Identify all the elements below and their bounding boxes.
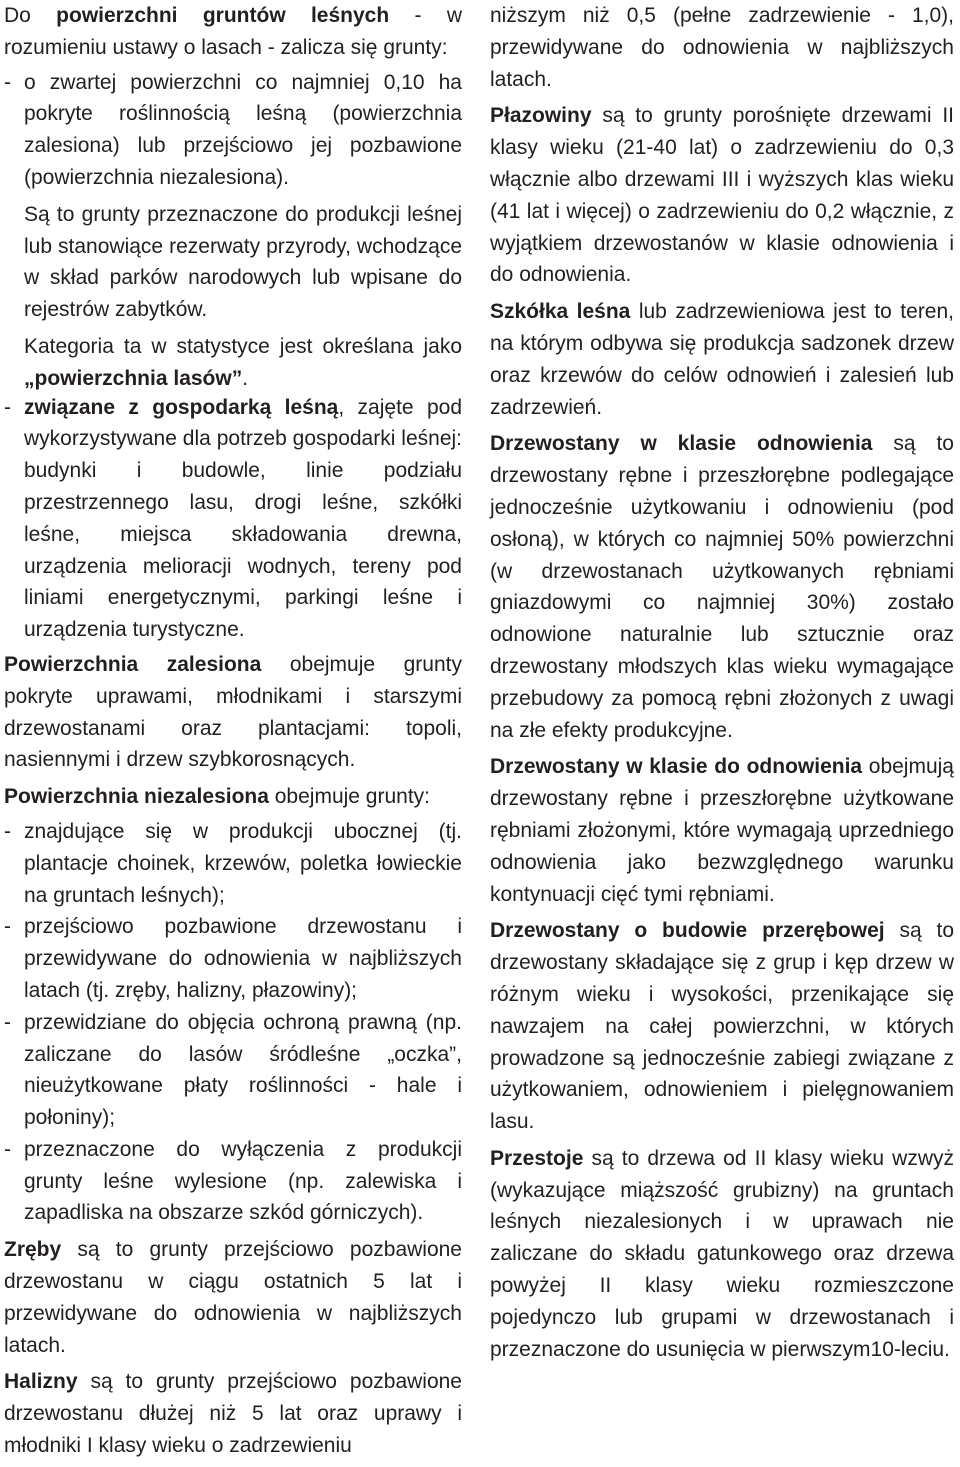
term-forest-management: związane z gospodarką leśną (24, 395, 339, 419)
pre-regeneration-paragraph: Drzewostany w klasie do odnowienia obejmują drzewostany rębne i przeszłorębne użytkowane rębniami złożonymi, które wymagają uprzedniego odnowienia jako bezwzględnego warunku kontynuacji cięć tymi rębniami. (490, 755, 954, 906)
term-bare-land: Halizny (4, 1370, 78, 1394)
standards-paragraph: Przestoje są to drzewa od II klasy wieku wzwyż (wykazujące miąższość grubizny) na gruntach leśnych niezalesionych i w uprawach nie zaliczane do składu gatunkowego oraz drzewa powyżej II klasy wieku rozmieszczone pojedynczo lub grupami w drzewostanach i przeznaczone do usunięcia w pierwszym10-leciu. (490, 1146, 954, 1361)
intro-paragraph: Do powierzchni gruntów leśnych - w rozumieniu ustawy o lasach - zalicza się grunty: (4, 4, 462, 59)
term-sparse-stands: Płazowiny (490, 104, 592, 128)
list-item: - przejściowo pozbawione drzewostanu i przewidywane do odnowienia w najbliższych latach (tj. zręby, halizny, płazowiny); (4, 915, 462, 1002)
afforested-paragraph: Powierzchnia zalesiona obejmuje grunty pokryte uprawami, młodnikami i starszymi drzewostanami oraz plantacjami: topoli, nasiennymi i drzew szybkorosnących. (4, 652, 462, 772)
term-clearcuts: Zręby (4, 1238, 62, 1262)
non-afforested-paragraph: Powierzchnia niezalesiona obejmuje grunty: (4, 785, 431, 809)
term-forest-land: powierzchni gruntów leśnych (56, 4, 390, 27)
term-standards: Przestoje (490, 1146, 584, 1170)
clearcuts-paragraph: Zręby są to grunty przejściowo pozbawione drzewostanu w ciągu ostatnich 5 lat i przewidywane do odnowienia w najbliższych latach. (4, 1238, 462, 1357)
regeneration-class-paragraph: Drzewostany w klasie odnowienia są to drzewostany rębne i przeszłorębne podlegające jednocześnie użytkowaniu i odnowieniu (pod osłoną), w których co najmniej 50% powierzchni (w drzewostanach użytkowanych rębniami gniazdowymi co najmniej 30%) zostało odnowione naturalnie lub sztucznie oraz drzewostany młodszych klas wieku wymagające przebudowy za pomocą rębni złożonych z uwagi na złe efekty produkcyjne. (490, 432, 954, 742)
category-paragraph: Kategoria ta w statystyce jest określana jako „powierzchnia lasów”. (24, 334, 462, 390)
term-pre-regeneration: Drzewostany w klasie do odnowienia (490, 755, 863, 779)
term-afforested: Powierzchnia zalesiona (4, 652, 262, 676)
nursery-paragraph: Szkółka leśna lub zadrzewieniowa jest to teren, na którym odbywa się produkcja sadzonek drzew oraz krzewów do celów odnowień i zalesień lub zadrzewień. (490, 300, 954, 419)
right-column (490, 0, 954, 1370)
list-item: - przewidziane do objęcia ochroną prawną (np. zaliczane do lasów śródleśne „oczka”, nieużytkowane płaty roślinności - hale i połoniny); (4, 1010, 462, 1130)
term-nursery: Szkółka leśna (490, 300, 631, 324)
term-regeneration-class: Drzewostany w klasie odnowienia (490, 432, 873, 456)
list-item: - znajdujące się w produkcji ubocznej (tj. plantacje choinek, krzewów, poletka łowieckie na gruntach leśnych); (4, 819, 462, 907)
term-forest-area: „powierzchnia lasów” (24, 366, 243, 390)
list-item: - o zwartej powierzchni co najmniej 0,10 ha pokryte roślinnością leśną (powierzchnia zalesiona) lub przejściowo jej pozbawione (powierzchnia niezalesiona). (4, 70, 462, 189)
selection-structure-paragraph: Drzewostany o budowie przerębowej są to drzewostany składające się z grup i kęp drzew w różnym wieku i wysokości, przenikające się nawzajem na całej powierzchni, w których prowadzone są jednocześnie zabiegi związane z użytkowaniem, odnowieniem i pielęgnowaniem lasu. (490, 919, 954, 1134)
continuation-paragraph: niższym niż 0,5 (pełne zadrzewienie - 1,0), przewidywane do odnowienia w najbliższych latach. (490, 4, 954, 91)
list-item: - przeznaczone do wyłączenia z produkcji grunty leśne wylesione (np. zalewiska i zapadliska na obszarze szkód górniczych). (4, 1137, 462, 1225)
definition-paragraph: Są to grunty przeznaczone do produkcji leśnej lub stanowiące rezerwaty przyrody, wchodzące w skład parków narodowych lub wpisane do rejestrów zabytków. (24, 202, 462, 322)
list-item: - związane z gospodarką leśną, zajęte pod wykorzystywane dla potrzeb gospodarki leśnej: budynki i budowle, linie podziału przestrzennego lasu, drogi leśne, szkółki leśne, miejsca składowania drewna, urządzenia melioracji wodnych, tereny pod liniami energetycznymi, parkingi leśne i urządzenia turystyczne. (4, 395, 462, 642)
bare-land-paragraph: Halizny są to grunty przejściowo pozbawione drzewostanu dłużej niż 5 lat oraz uprawy i młodniki I klasy wieku o zadrzewieniu (4, 1370, 462, 1458)
left-column (4, 0, 462, 1467)
sparse-stands-paragraph: Płazowiny są to grunty porośnięte drzewami II klasy wieku (21-40 lat) o zadrzewieniu do 0,3 włącznie albo drzewami III i wyższych klas wieku (41 lat i więcej) o zadrzewieniu do 0,2 włącznie, z wyjątkiem drzewostanów w klasie odnowienia i do odnowienia. (490, 104, 954, 287)
term-selection-structure: Drzewostany o budowie przerębowej (490, 919, 885, 943)
term-non-afforested: Powierzchnia niezalesiona (4, 785, 269, 809)
